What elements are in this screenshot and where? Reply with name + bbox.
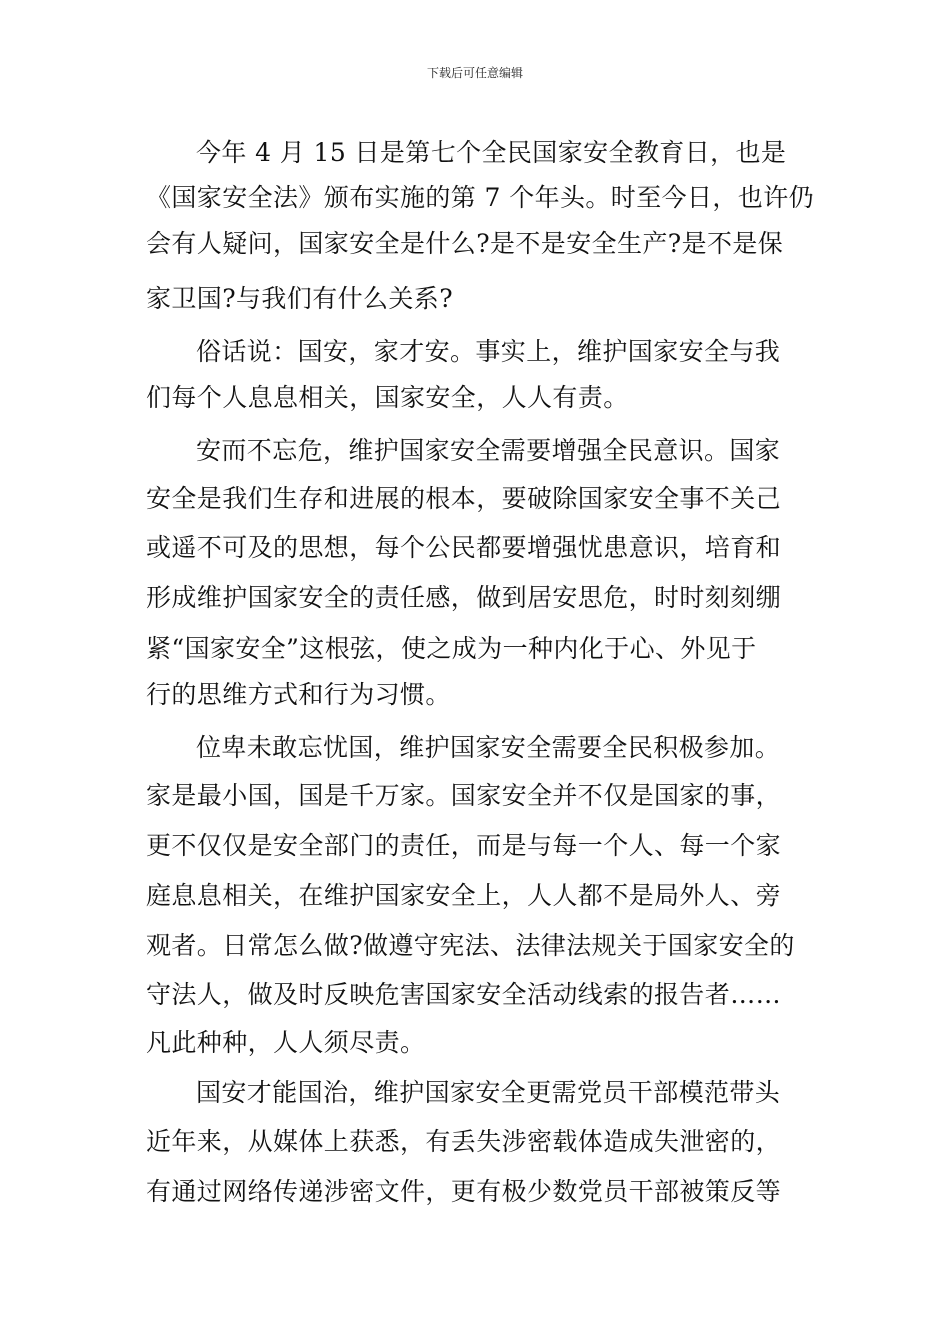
- text-line: 家卫国?与我们有什么关系?: [146, 284, 454, 313]
- text-line: 会有人疑问，国家安全是什么?是不是安全生产?是不是保: [146, 229, 784, 258]
- text-line: 紧“国家安全”这根弦，使之成为一种内化于心、外见于: [146, 634, 757, 663]
- text-line: 形成维护国家安全的责任感，做到居安思危，时时刻刻绷: [146, 583, 782, 612]
- text-line: 安而不忘危，维护国家安全需要增强全民意识。国家: [196, 436, 781, 465]
- text-line: 庭息息相关，在维护国家安全上，人人都不是局外人、旁: [146, 881, 782, 910]
- text-line: 国安才能国治，维护国家安全更需党员干部模范带头: [196, 1078, 781, 1107]
- text-line: 行的思维方式和行为习惯。: [146, 680, 451, 709]
- text-line: 今年 4 月 15 日是第七个全民国家安全教育日，也是: [196, 138, 787, 167]
- text-line: 更不仅仅是安全部门的责任，而是与每一个人、每一个家: [146, 831, 782, 860]
- text-line: 俗话说：国安，家才安。事实上，维护国家安全与我: [196, 337, 781, 366]
- text-line: 位卑未敢忘忧国，维护国家安全需要全民积极参加。: [196, 733, 781, 762]
- text-line: 们每个人息息相关，国家安全，人人有责。: [146, 383, 629, 412]
- text-line: 或遥不可及的思想，每个公民都要增强忧患意识，培育和: [146, 533, 782, 562]
- text-line: 安全是我们生存和进展的根本，要破除国家安全事不关己: [146, 484, 782, 513]
- text-line: 家是最小国，国是千万家。国家安全并不仅是国家的事，: [146, 781, 782, 810]
- text-line: 凡此种种，人人须尽责。: [146, 1028, 426, 1057]
- text-line: 近年来，从媒体上获悉，有丢失涉密载体造成失泄密的，: [146, 1127, 782, 1156]
- text-line: 《国家安全法》颁布实施的第 7 个年头。时至今日，也许仍: [146, 183, 815, 212]
- text-line: 观者。日常怎么做?做遵守宪法、法律法规关于国家安全的: [146, 931, 795, 960]
- text-line: 守法人，做及时反映危害国家安全活动线索的报告者……: [146, 980, 782, 1009]
- page-header: 下载后可任意编辑: [426, 66, 523, 80]
- text-line: 有通过网络传递涉密文件，更有极少数党员干部被策反等: [146, 1177, 782, 1206]
